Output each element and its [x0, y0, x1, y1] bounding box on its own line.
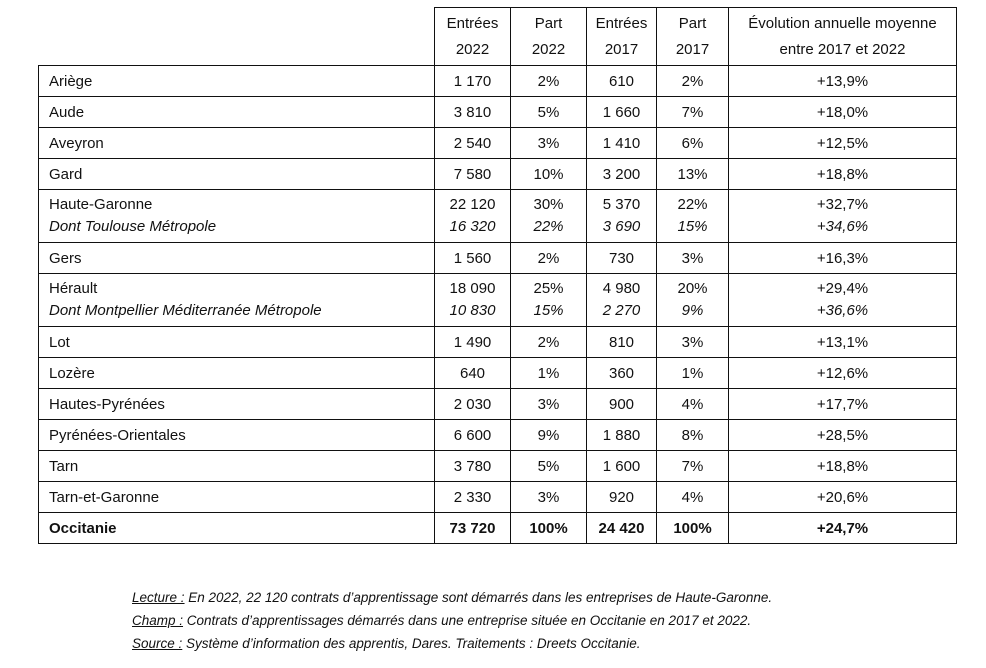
value-p17: 3%: [681, 333, 704, 351]
cell-p22: [511, 274, 587, 327]
value-e17: 360: [608, 364, 635, 382]
cell-e17: [587, 243, 657, 274]
total-e17: 24 420: [587, 513, 657, 544]
header-entrees-2017: Entrées 2017: [587, 8, 657, 66]
value-p22: 2%: [537, 249, 560, 267]
total-p22: 100%: [511, 513, 587, 544]
cell-e17: [587, 66, 657, 97]
value-e22: 1 560: [453, 249, 492, 267]
row-label: [39, 389, 435, 420]
cell-e17: [587, 451, 657, 482]
table-row: [39, 128, 957, 159]
value-e17: 1 410: [602, 134, 641, 152]
sub-value-p17: 9%: [681, 302, 704, 319]
cell-e22: [435, 128, 511, 159]
sub-value-p22: 22%: [533, 218, 564, 235]
value-p22: 9%: [537, 426, 560, 444]
value-p17: 3%: [681, 249, 704, 267]
cell-evo: [729, 327, 957, 358]
sub-value-p17: 15%: [677, 218, 708, 235]
department-name: Tarn: [49, 457, 79, 475]
cell-p22: [511, 451, 587, 482]
cell-evo: [729, 389, 957, 420]
cell-evo: [729, 128, 957, 159]
total-p17: 100%: [657, 513, 729, 544]
department-name: Gard: [49, 165, 83, 183]
cell-e22: [435, 389, 511, 420]
header-blank: [39, 8, 435, 66]
table-row: [39, 190, 957, 243]
value-p17: 13%: [677, 165, 708, 183]
sub-value-e17: 3 690: [602, 218, 641, 235]
value-evo: +32,7%: [816, 196, 869, 213]
cell-p17: [657, 66, 729, 97]
row-label: [39, 190, 435, 243]
department-name: Hautes-Pyrénées: [49, 395, 165, 413]
value-e17: 1 600: [602, 457, 641, 475]
row-label: [39, 66, 435, 97]
cell-e22: [435, 243, 511, 274]
value-e17: 730: [608, 249, 635, 267]
value-p17: 6%: [681, 134, 704, 152]
cell-e17: [587, 482, 657, 513]
value-e22: 6 600: [453, 426, 492, 444]
value-evo: +18,0%: [816, 103, 869, 121]
value-e22: 2 330: [453, 488, 492, 506]
department-name: Gers: [49, 249, 82, 267]
cell-e22: [435, 482, 511, 513]
value-e17: 1 880: [602, 426, 641, 444]
cell-e17: [587, 358, 657, 389]
cell-p22: [511, 420, 587, 451]
row-label: [39, 451, 435, 482]
department-name: Ariège: [49, 72, 93, 90]
cell-e17: [587, 97, 657, 128]
value-evo: +20,6%: [816, 488, 869, 506]
value-e22: 640: [459, 364, 486, 382]
value-e17: 5 370: [602, 196, 641, 213]
value-p17: 4%: [681, 395, 704, 413]
metropole-name: Dont Toulouse Métropole: [49, 218, 217, 235]
cell-e17: [587, 159, 657, 190]
row-label: [39, 159, 435, 190]
cell-p22: [511, 159, 587, 190]
value-e17: 920: [608, 488, 635, 506]
department-name: Tarn-et-Garonne: [49, 488, 160, 506]
value-p22: 10%: [533, 165, 564, 183]
cell-evo: [729, 358, 957, 389]
value-e22: 18 090: [449, 280, 496, 297]
cell-evo: [729, 482, 957, 513]
cell-p17: [657, 420, 729, 451]
sub-value-e22: 16 320: [449, 218, 496, 235]
table-row: [39, 66, 957, 97]
table-row: [39, 389, 957, 420]
value-p17: 7%: [681, 103, 704, 121]
table-row: [39, 327, 957, 358]
total-evo: +24,7%: [729, 513, 957, 544]
cell-p17: [657, 243, 729, 274]
cell-e17: [587, 389, 657, 420]
value-e22: 22 120: [449, 196, 496, 213]
sub-value-p22: 15%: [533, 302, 564, 319]
cell-e22: [435, 420, 511, 451]
value-e17: 4 980: [602, 280, 641, 297]
value-p17: 4%: [681, 488, 704, 506]
header-evolution: Évolution annuelle moyenne entre 2017 et 2022: [729, 8, 957, 66]
cell-p22: [511, 358, 587, 389]
row-label: [39, 358, 435, 389]
total-label: Occitanie: [39, 513, 435, 544]
value-p17: 7%: [681, 457, 704, 475]
table-row: [39, 274, 957, 327]
sub-value-evo: +34,6%: [816, 218, 869, 235]
cell-evo: [729, 274, 957, 327]
row-label: [39, 420, 435, 451]
cell-e22: [435, 274, 511, 327]
row-label: [39, 327, 435, 358]
value-p17: 22%: [677, 196, 708, 213]
cell-e17: [587, 128, 657, 159]
value-e17: 810: [608, 333, 635, 351]
department-name: Aveyron: [49, 134, 104, 152]
value-evo: +18,8%: [816, 457, 869, 475]
sub-value-e17: 2 270: [602, 302, 641, 319]
cell-evo: [729, 97, 957, 128]
note-source: Source : Système d’information des apprentis, Dares. Traitements : Dreets Occitanie.: [132, 636, 641, 651]
value-evo: +28,5%: [816, 426, 869, 444]
cell-p17: [657, 128, 729, 159]
cell-e17: [587, 420, 657, 451]
value-evo: +12,5%: [816, 134, 869, 152]
department-name: Aude: [49, 103, 85, 121]
total-row: [39, 513, 957, 544]
cell-evo: [729, 451, 957, 482]
cell-e22: [435, 327, 511, 358]
cell-p17: [657, 358, 729, 389]
cell-p22: [511, 128, 587, 159]
cell-p17: [657, 482, 729, 513]
table-notes: [132, 586, 772, 655]
table-row: [39, 482, 957, 513]
cell-p22: [511, 243, 587, 274]
note-lecture: Lecture : En 2022, 22 120 contrats d’apprentissage sont démarrés dans les entreprises de Haute-Garonne.: [132, 590, 773, 605]
cell-e17: [587, 190, 657, 243]
value-p22: 5%: [537, 457, 560, 475]
value-p22: 2%: [537, 333, 560, 351]
value-p22: 1%: [537, 364, 560, 382]
value-p22: 3%: [537, 395, 560, 413]
value-e17: 610: [608, 72, 635, 90]
value-e17: 1 660: [602, 103, 641, 121]
total-e22: 73 720: [435, 513, 511, 544]
row-label: [39, 482, 435, 513]
cell-p17: [657, 327, 729, 358]
row-label: [39, 274, 435, 327]
value-e22: 3 780: [453, 457, 492, 475]
value-e22: 2 540: [453, 134, 492, 152]
department-name: Lot: [49, 333, 70, 351]
value-p22: 5%: [537, 103, 560, 121]
cell-p22: [511, 482, 587, 513]
cell-e22: [435, 451, 511, 482]
cell-e22: [435, 159, 511, 190]
value-p22: 3%: [537, 134, 560, 152]
table-row: [39, 420, 957, 451]
value-e17: 3 200: [602, 165, 641, 183]
department-name: Pyrénées-Orientales: [49, 426, 186, 444]
cell-e22: [435, 190, 511, 243]
cell-p22: [511, 389, 587, 420]
value-evo: +16,3%: [816, 249, 869, 267]
apprentices-table: [38, 7, 957, 544]
cell-e17: [587, 327, 657, 358]
cell-e17: [587, 274, 657, 327]
table-row: [39, 451, 957, 482]
cell-p22: [511, 327, 587, 358]
table-row: [39, 159, 957, 190]
value-e17: 900: [608, 395, 635, 413]
table-row: [39, 243, 957, 274]
sub-value-e22: 10 830: [449, 302, 496, 319]
value-evo: +29,4%: [816, 280, 869, 297]
value-p17: 1%: [681, 364, 704, 382]
cell-p17: [657, 274, 729, 327]
cell-p17: [657, 159, 729, 190]
department-name: Lozère: [49, 364, 95, 382]
cell-evo: [729, 190, 957, 243]
value-p22: 3%: [537, 488, 560, 506]
cell-e22: [435, 358, 511, 389]
cell-p22: [511, 190, 587, 243]
row-label: [39, 128, 435, 159]
value-e22: 7 580: [453, 165, 492, 183]
value-evo: +18,8%: [816, 165, 869, 183]
cell-p22: [511, 66, 587, 97]
cell-p22: [511, 97, 587, 128]
department-name: Hérault: [49, 280, 98, 297]
value-e22: 1 490: [453, 333, 492, 351]
value-evo: +13,9%: [816, 72, 869, 90]
cell-e22: [435, 97, 511, 128]
value-p22: 30%: [533, 196, 564, 213]
value-e22: 2 030: [453, 395, 492, 413]
header-part-2022: Part 2022: [511, 8, 587, 66]
header-entrees-2022: Entrées 2022: [435, 8, 511, 66]
value-p17: 20%: [677, 280, 708, 297]
metropole-name: Dont Montpellier Méditerranée Métropole: [49, 302, 322, 319]
note-champ: Champ : Contrats d’apprentissages démarrés dans une entreprise située en Occitanie en 2017 et 2022.: [132, 613, 752, 628]
header-part-2017: Part 2017: [657, 8, 729, 66]
header-row: [39, 8, 957, 66]
value-e22: 1 170: [453, 72, 492, 90]
cell-evo: [729, 66, 957, 97]
department-name: Haute-Garonne: [49, 196, 153, 213]
row-label: [39, 97, 435, 128]
value-p17: 2%: [681, 72, 704, 90]
value-evo: +17,7%: [816, 395, 869, 413]
cell-p17: [657, 190, 729, 243]
table-row: [39, 358, 957, 389]
value-e22: 3 810: [453, 103, 492, 121]
value-evo: +12,6%: [816, 364, 869, 382]
sub-value-evo: +36,6%: [816, 302, 869, 319]
table-row: [39, 97, 957, 128]
cell-evo: [729, 243, 957, 274]
cell-evo: [729, 159, 957, 190]
cell-p17: [657, 97, 729, 128]
value-p17: 8%: [681, 426, 704, 444]
value-p22: 2%: [537, 72, 560, 90]
cell-e22: [435, 66, 511, 97]
value-evo: +13,1%: [816, 333, 869, 351]
cell-p17: [657, 389, 729, 420]
row-label: [39, 243, 435, 274]
cell-evo: [729, 420, 957, 451]
cell-p17: [657, 451, 729, 482]
value-p22: 25%: [533, 280, 564, 297]
